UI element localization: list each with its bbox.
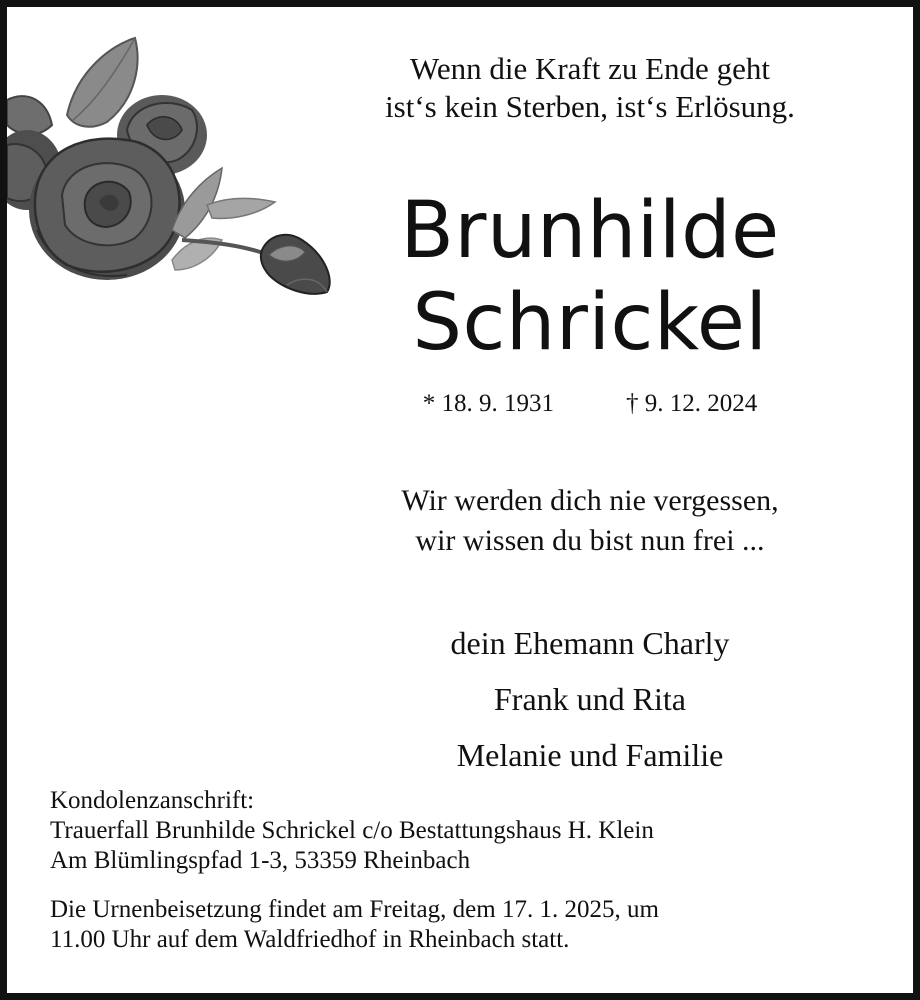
motto [330, 50, 850, 126]
mourner: dein Ehemann Charly [450, 625, 730, 661]
condolence-heading: Kondolenzanschrift: [50, 787, 255, 814]
mourner: Melanie und Familie [456, 737, 724, 773]
urn-burial-notice [50, 895, 870, 955]
verse [330, 481, 850, 561]
verse-line-1: Wir werden dich nie vergessen, [401, 484, 779, 517]
motto-line-2: ist‘s kein Sterben, ist‘s Erlösung. [385, 89, 795, 124]
roses-icon [7, 30, 347, 300]
life-dates [330, 388, 850, 420]
urn-line-1: Die Urnenbeisetzung findet am Freitag, dem 17. 1. 2025, um [50, 896, 659, 923]
verse-line-2: wir wissen du bist nun frei ... [415, 524, 765, 557]
last-name: Schrickel [412, 278, 768, 368]
motto-line-1: Wenn die Kraft zu Ende geht [410, 51, 770, 86]
condolence-line-1: Trauerfall Brunhilde Schrickel c/o Bestattungshaus H. Klein [50, 817, 654, 844]
mourner: Frank und Rita [494, 681, 686, 717]
condolence-line-2: Am Blümlingspfad 1-3, 53359 Rheinbach [50, 847, 471, 874]
urn-line-2: 11.00 Uhr auf dem Waldfriedhof in Rheinbach statt. [50, 926, 570, 953]
birth-date: * 18. 9. 1931 [422, 390, 554, 417]
mourners-list [330, 615, 850, 783]
deceased-name [330, 185, 850, 369]
condolence-address [50, 786, 870, 876]
death-date: † 9. 12. 2024 [626, 390, 758, 417]
first-name: Brunhilde [400, 186, 780, 276]
